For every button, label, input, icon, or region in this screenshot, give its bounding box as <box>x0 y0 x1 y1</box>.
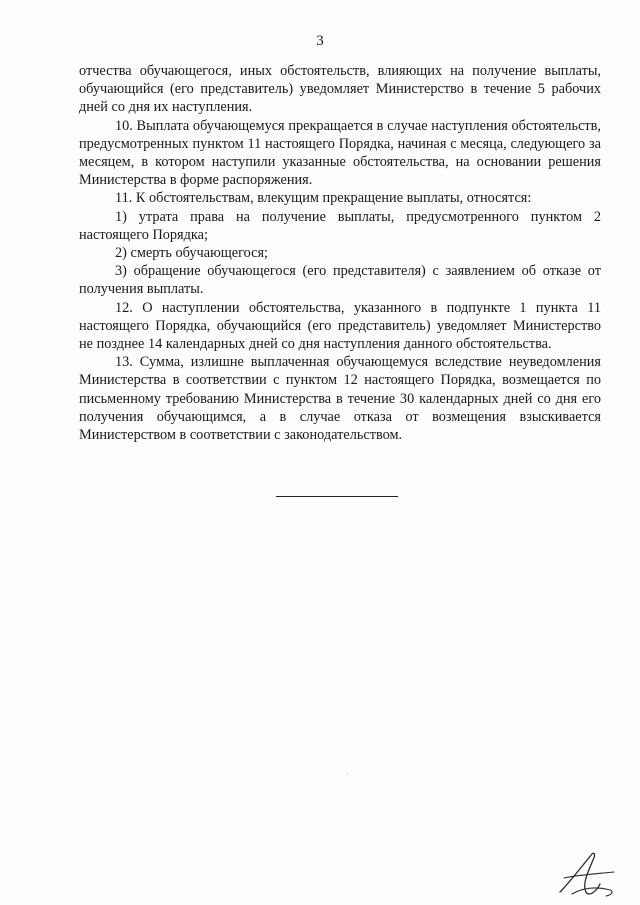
paragraph-13: 13. Сумма, излишне выплаченная обучающемуся вследствие неуведомления Министерства в соответствии с пунктом 12 настоящего Порядка, возмещается по письменному требованию Министерства в течение 30 календарных дней со дня его получения обучающимся, а в случае отказа от возмещения взыскивается Министерством в соответствии с законодательством. <box>79 354 601 444</box>
paragraph-10: 10. Выплата обучающемуся прекращается в случае наступления обстоятельств, предусмотренных пунктом 11 настоящего Порядка, начиная с месяца, следующего за месяцем, в котором наступили указанные обстоятельства, на основании решения Министерства в форме распоряжения. <box>79 117 601 189</box>
scan-speck <box>347 773 348 774</box>
paragraph-12: 12. О наступлении обстоятельства, указанного в подпункте 1 пункта 11 настоящего Порядка, обучающийся (его представитель) уведомляет Министерство не позднее 14 календарных дней со дня наступления данного обстоятельства. <box>79 299 601 353</box>
paragraph-11-item-2: 2) смерть обучающегося; <box>115 245 269 262</box>
paragraph-11: 11. К обстоятельствам, влекущим прекращение выплаты, относятся: <box>115 190 532 207</box>
end-of-document-rule <box>276 496 398 497</box>
page-number: 3 <box>316 33 324 49</box>
paragraph-11-item-1: 1) утрата права на получение выплаты, предусмотренного пунктом 2 настоящего Порядка; <box>79 208 601 243</box>
handwritten-signature <box>552 848 622 900</box>
document-body <box>79 62 601 444</box>
paragraph-continuation: отчества обучающегося, иных обстоятельств, влияющих на получение выплаты, обучающийся (его представитель) уведомляет Министерство в течение 5 рабочих дней со дня их наступления. <box>79 63 601 116</box>
paragraph-11-item-3: 3) обращение обучающегося (его представителя) с заявлением об отказе от получения выплаты. <box>79 263 601 298</box>
